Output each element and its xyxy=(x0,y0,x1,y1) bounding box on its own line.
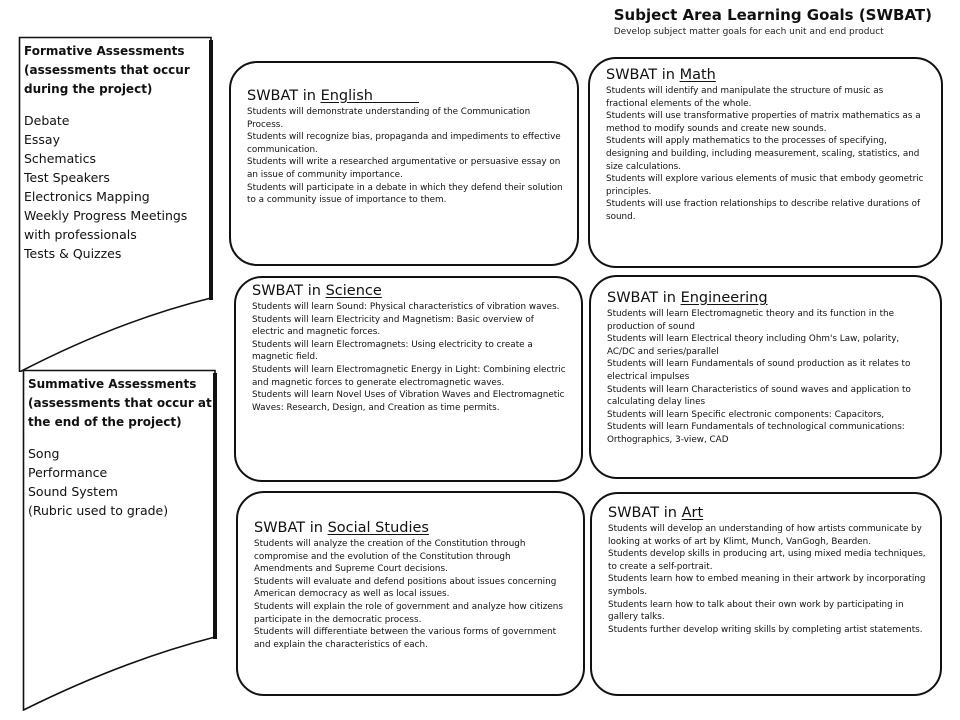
goal-line: Students will identify and manipulate the structure of music as fractional elements of the whole. xyxy=(606,86,884,109)
goal-line: Students will differentiate between the various forms of government and explain the characteristics of each. xyxy=(254,627,557,650)
goal-line: Students will explore various elements of music that embody geometric principles. xyxy=(606,174,924,197)
formative-assessments-panel xyxy=(18,36,214,372)
goal-line: Students will explain the role of government and analyze how citizens participate in the democratic process. xyxy=(254,601,563,625)
english-card xyxy=(229,61,579,266)
card-body xyxy=(252,301,567,414)
goal-line: Students will learn Electromagnetic theory and its function in the production of sound xyxy=(607,309,895,332)
goal-line: Students will learn Novel Uses of Vibration Waves and Electromagnetic Waves: Research, Design, and Creation as time permits. xyxy=(252,390,565,413)
summative-assessments-panel xyxy=(22,369,218,711)
list-item: Debate xyxy=(24,113,70,128)
formative-heading: Formative Assessments (assessments that occur during the project) xyxy=(24,44,190,96)
card-body xyxy=(254,538,569,651)
card-body xyxy=(607,308,926,447)
summative-list xyxy=(28,444,212,520)
card-title: SWBAT in Math xyxy=(606,67,716,83)
list-item: Weekly Progress Meetings with professionals xyxy=(24,208,188,242)
card-title: SWBAT in Social Studies xyxy=(254,520,429,536)
goal-line: Students will learn Fundamentals of sound production as it relates to electrical impulses xyxy=(607,359,911,382)
goal-line: Students will learn Fundamentals of technological communications: Orthographics, 3-view, CAD xyxy=(607,422,905,445)
goal-line: Students will evaluate and defend positions about issues concerning American democracy as well as local issues. xyxy=(254,576,557,600)
goal-line: Students will use fraction relationships to describe relative durations of sound. xyxy=(606,199,921,222)
goal-line: Students will learn Electromagnets: Using electricity to create a magnetic field. xyxy=(252,339,533,363)
goal-line: Students further develop writing skills by completing artist statements. xyxy=(608,624,923,635)
engineering-card xyxy=(589,275,942,479)
card-title: SWBAT in English xyxy=(247,88,373,104)
goal-line: Students will write a researched argumentative or persuasive essay on an issue of community importance. xyxy=(247,157,561,180)
goal-line: Students develop skills in producing art, using mixed media techniques, to create a self-portrait. xyxy=(608,549,926,572)
card-title: SWBAT in Engineering xyxy=(607,290,768,306)
goal-line: Students will learn Sound: Physical characteristics of vibration waves. xyxy=(252,302,560,312)
list-item: Test Speakers xyxy=(24,170,110,185)
list-item: (Rubric used to grade) xyxy=(28,503,169,518)
art-card xyxy=(590,492,942,696)
science-card xyxy=(234,276,583,482)
goal-line: Students will analyze the creation of the Constitution through compromise and the evolution of the Constitution through Amendments and Supreme Court decisions. xyxy=(254,539,526,575)
list-item: Essay xyxy=(24,132,60,147)
goal-line: Students will learn Electricity and Magnetism: Basic overview of electric and magnetic forces. xyxy=(252,314,534,338)
goal-line: Students learn how to talk about their own work by participating in gallery talks. xyxy=(608,599,904,623)
list-item: Electronics Mapping xyxy=(24,189,150,204)
page-header xyxy=(614,6,932,37)
summative-heading: Summative Assessments (assessments that occur at the end of the project) xyxy=(28,377,212,429)
list-item: Sound System xyxy=(28,484,118,499)
card-body xyxy=(608,523,926,636)
goal-line: Students will learn Electromagnetic Energy in Light: Combining electric and magnetic forces to generate electromagnetic waves. xyxy=(252,364,566,388)
card-body xyxy=(606,85,927,224)
goal-line: Students will develop an understanding of how artists communicate by looking at works of art by Klimt, Munch, VanGogh, Bearden. xyxy=(608,524,922,547)
social-studies-card xyxy=(236,491,585,696)
card-body xyxy=(247,106,565,207)
page-title: Subject Area Learning Goals (SWBAT) xyxy=(613,6,932,24)
list-item: Song xyxy=(28,446,60,461)
goal-line: Students will learn Specific electronic components: Capacitors, xyxy=(607,409,885,420)
list-item: Schematics xyxy=(24,151,97,166)
card-title: SWBAT in Art xyxy=(608,505,704,521)
goal-line: Students will demonstrate understanding of the Communication Process. xyxy=(247,107,531,130)
goal-line: Students will participate in a debate in which they defend their solution to a community issue of importance to them. xyxy=(247,182,563,206)
goal-line: Students will learn Characteristics of sound waves and application to calculating delay lines xyxy=(607,384,911,408)
card-title: SWBAT in Science xyxy=(252,283,382,299)
math-card xyxy=(588,57,943,268)
formative-list xyxy=(24,111,208,263)
goal-line: Students will apply mathematics to the processes of specifying, designing and building, including measurement, scaling, statistics, and size calculations. xyxy=(606,136,920,172)
goal-line: Students learn how to embed meaning in their artwork by incorporating symbols. xyxy=(608,574,926,597)
page-subtitle: Develop subject matter goals for each unit and end product xyxy=(613,27,884,37)
goal-line: Students will learn Electrical theory including Ohm's Law, polarity, AC/DC and series/parallel xyxy=(607,334,900,357)
list-item: Performance xyxy=(28,465,108,480)
goal-line: Students will use transformative properties of matrix mathematics as a method to modify sounds and create new sounds. xyxy=(606,111,921,134)
list-item: Tests & Quizzes xyxy=(24,246,122,261)
goal-line: Students will recognize bias, propaganda and impediments to effective communication. xyxy=(247,132,561,155)
